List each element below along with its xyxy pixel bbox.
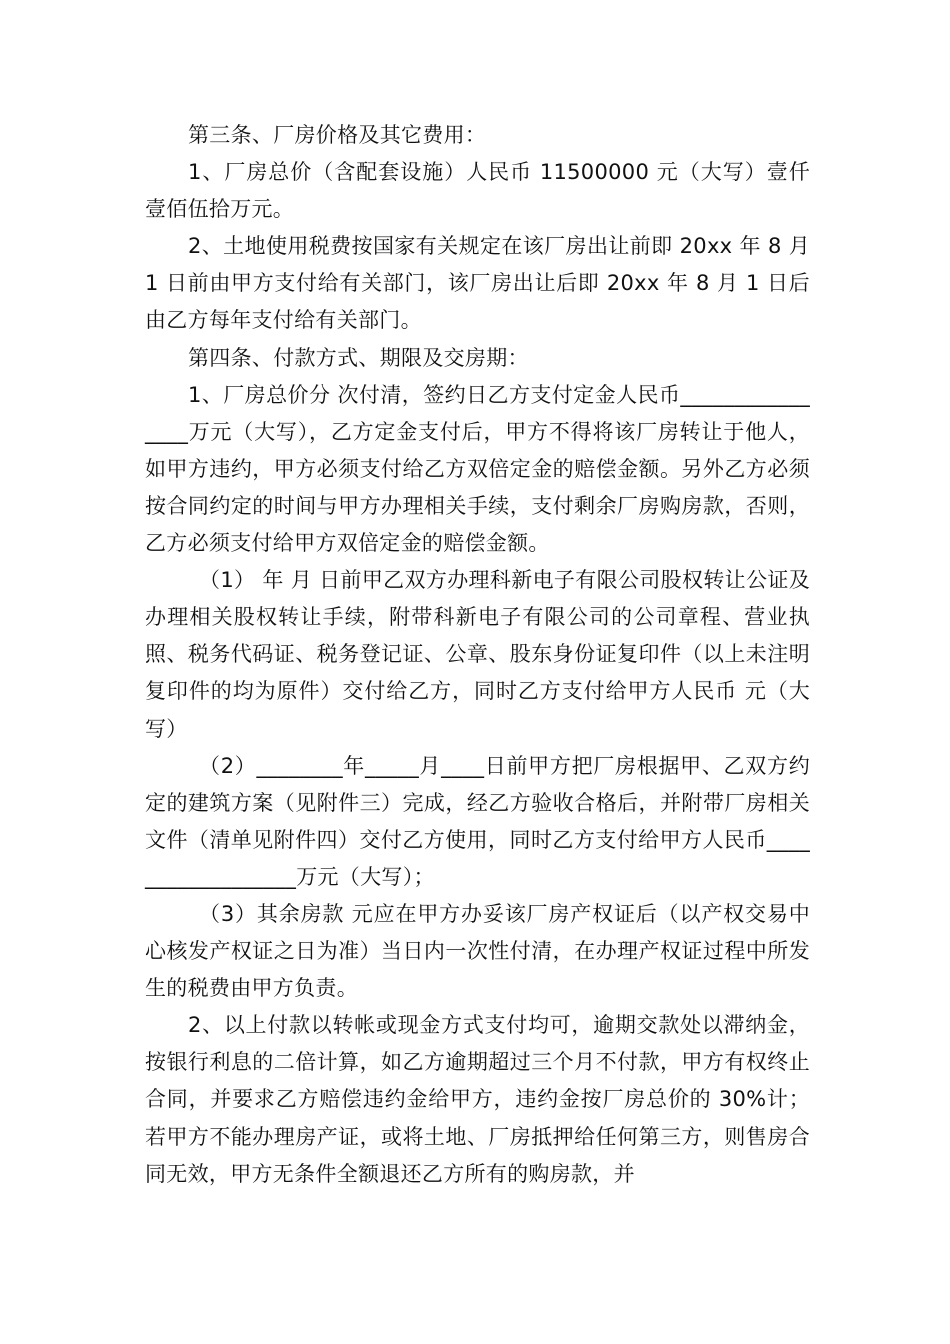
article-3-heading: 第三条、厂房价格及其它费用： <box>188 123 487 147</box>
article-3-clause-1: 1、厂房总价（含配套设施）人民币 11500000 元（大写）壹仟壹佰伍拾万元。 <box>145 160 810 222</box>
document-body <box>145 117 810 1193</box>
article-3-clause-2: 2、土地使用税费按国家有关规定在该厂房出让前即 20xx 年 8 月 1 日前由甲方支付给有关部门，该厂房出让后即 20xx 年 8 月 1 日后由乙方每年支付给有关部门。 <box>145 234 810 333</box>
article-4-heading: 第四条、付款方式、期限及交房期： <box>188 345 529 370</box>
article-4-item-2: （2）________年_____月____日前甲方把厂房根据甲、乙双方约定的建筑方案（见附件三）完成，经乙方验收合格后，并附带厂房相关文件（清单见附件四）交付乙方使用，同时乙方支付给甲方人民币__________________万元（大写）； <box>145 753 810 889</box>
article-4-item-1: （1） 年 月 日前甲乙双方办理科新电子有限公司股权转让公证及办理相关股权转让手续，附带科新电子有限公司的公司章程、营业执照、税务代码证、税务登记证、公章、股东身份证复印件（以上未注明复印件的均为原件）交付给乙方，同时乙方支付给甲方人民币 元（大写） <box>145 568 810 741</box>
article-4-clause-2: 2、以上付款以转帐或现金方式支付均可，逾期交款处以滞纳金，按银行利息的二倍计算，如乙方逾期超过三个月不付款，甲方有权终止合同，并要求乙方赔偿违约金给甲方，违约金按厂房总价的 30%计；若甲方不能办理房产证，或将土地、厂房抵押给任何第三方，则售房合同无效，甲方无条件全额退还乙方所有的购房款，并 <box>145 1013 810 1186</box>
article-4-clause-1: 1、厂房总价分 次付清，签约日乙方支付定金人民币________________万元（大写），乙方定金支付后，甲方不得将该厂房转让于他人，如甲方违约，甲方必须支付给乙方双倍定金的赔偿金额。另外乙方必须按合同约定的时间与甲方办理相关手续，支付剩余厂房购房款，否则，乙方必须支付给甲方双倍定金的赔偿金额。 <box>145 382 810 556</box>
article-4-item-3: （3）其余房款 元应在甲方办妥该厂房产权证后（以产权交易中心核发产权证之日为准）当日内一次性付清，在办理产权证过程中所发生的税费由甲方负责。 <box>145 901 810 1001</box>
